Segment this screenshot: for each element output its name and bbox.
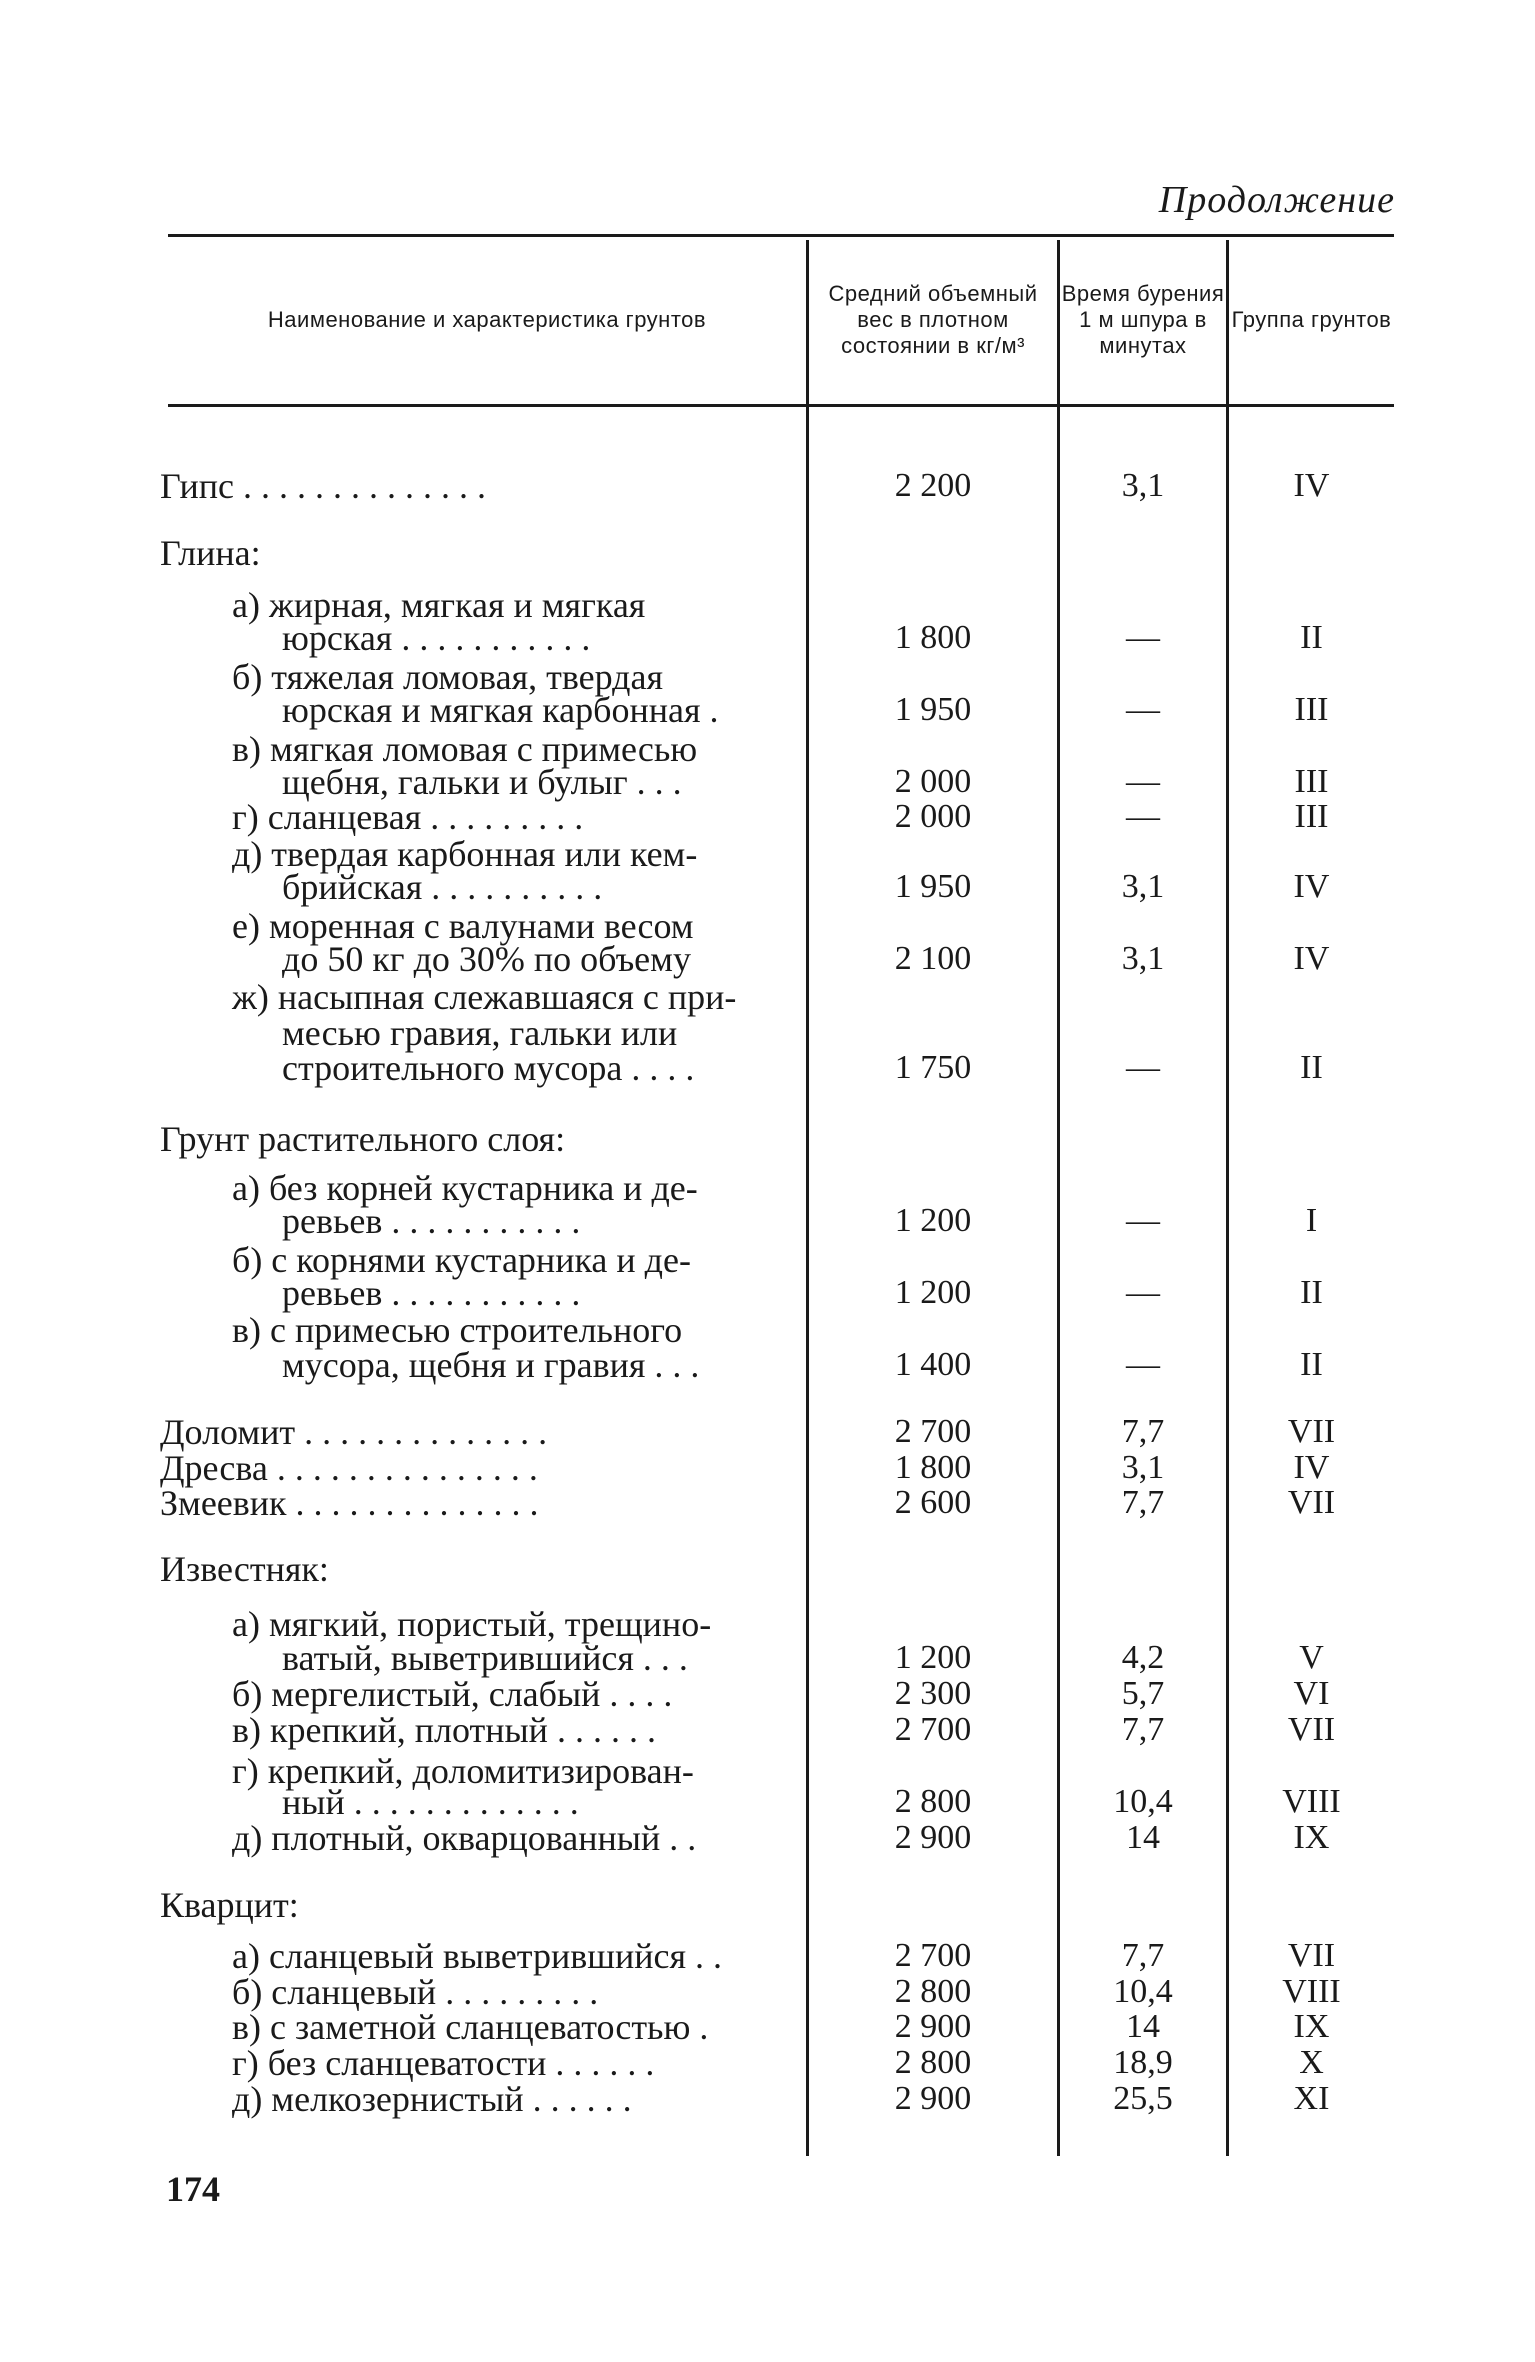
table-row <box>0 731 1535 767</box>
soil-group: X <box>1299 2044 1324 2081</box>
soil-name: в) крепкий, плотный . . . . . . <box>232 1710 656 1750</box>
drill-time: 25,5 <box>1113 2080 1173 2117</box>
bulk-weight: 2 800 <box>894 1973 972 2010</box>
drill-time: 10,4 <box>1113 1783 1173 1820</box>
soil-group: VI <box>1293 1675 1330 1712</box>
soil-name: д) твердая карбонная или кем- <box>232 834 698 874</box>
drill-time: 14 <box>1126 2008 1160 2045</box>
bulk-weight: 1 950 <box>894 691 972 728</box>
soil-name: ревьев . . . . . . . . . . . <box>282 1201 581 1241</box>
bulk-weight: 2 900 <box>894 2080 972 2117</box>
bulk-weight: 2 800 <box>894 2044 972 2081</box>
soil-group: IV <box>1293 940 1330 977</box>
table-row <box>0 1242 1535 1278</box>
soil-group: VII <box>1287 1937 1336 1974</box>
drill-time: — <box>1126 763 1160 800</box>
bulk-weight: 2 000 <box>894 798 972 835</box>
soil-group: VIII <box>1282 1783 1341 1820</box>
bulk-weight: 2 300 <box>894 1675 972 1712</box>
bulk-weight: 2 100 <box>894 940 972 977</box>
table-row <box>0 1347 1535 1383</box>
bulk-weight: 2 700 <box>894 1711 972 1748</box>
table-row <box>0 941 1535 977</box>
soil-name: ватый, выветрившийся . . . <box>282 1638 688 1678</box>
drill-time: 3,1 <box>1121 940 1165 977</box>
soil-name: г) крепкий, доломитизирован- <box>232 1751 694 1791</box>
soil-group: VII <box>1287 1413 1336 1450</box>
soil-group: VII <box>1287 1484 1336 1521</box>
soil-name: Кварцит: <box>160 1885 299 1925</box>
table-row <box>0 468 1535 504</box>
bulk-weight: 2 700 <box>894 1413 972 1450</box>
soil-name: юрская . . . . . . . . . . . <box>282 618 591 658</box>
table-row <box>0 2009 1535 2045</box>
soil-name: ревьев . . . . . . . . . . . <box>282 1273 581 1313</box>
soil-group: IX <box>1293 2008 1330 2045</box>
continuation-label: Продолжение <box>1158 179 1395 221</box>
header-group: Группа грунтов <box>1231 307 1392 332</box>
soil-name: месью гравия, гальки или <box>282 1013 678 1053</box>
table-row <box>0 1712 1535 1748</box>
drill-time: 14 <box>1126 1819 1160 1856</box>
soil-name: Доломит . . . . . . . . . . . . . . <box>160 1412 548 1452</box>
drill-time: — <box>1126 798 1160 835</box>
header-time: Время бурения 1 м шпура в минутах <box>1061 281 1225 358</box>
soil-name: б) сланцевый . . . . . . . . . <box>232 1972 599 2012</box>
soil-name: б) мергелистый, слабый . . . . <box>232 1674 673 1714</box>
soil-name: ж) насыпная слежавшаяся с при- <box>232 977 737 1017</box>
drill-time: — <box>1126 1049 1160 1086</box>
table-row <box>0 836 1535 872</box>
soil-name: а) жирная, мягкая и мягкая <box>232 585 646 625</box>
table-row <box>0 1015 1535 1051</box>
table-row <box>0 659 1535 695</box>
table-row <box>0 1676 1535 1712</box>
soil-group: VII <box>1287 1711 1336 1748</box>
soil-group: VIII <box>1282 1973 1341 2010</box>
table-header-rule <box>168 404 1394 407</box>
soil-name: б) с корнями кустарника и де- <box>232 1240 691 1280</box>
table-row <box>0 1121 1535 1157</box>
drill-time: — <box>1126 1202 1160 1239</box>
table-row <box>0 1938 1535 1974</box>
bulk-weight: 2 700 <box>894 1937 972 1974</box>
bulk-weight: 2 900 <box>894 2008 972 2045</box>
soil-name: в) с примесью строительного <box>232 1310 683 1350</box>
soil-name: д) плотный, окварцованный . . <box>232 1818 697 1858</box>
soil-group: XI <box>1293 2080 1330 2117</box>
table-row <box>0 1551 1535 1587</box>
drill-time: 3,1 <box>1121 1449 1165 1486</box>
header-name: Наименование и характеристика грунтов <box>267 307 707 332</box>
soil-name: а) без корней кустарника и де- <box>232 1168 698 1208</box>
soil-name: а) сланцевый выветрившийся . . <box>232 1936 723 1976</box>
soil-name: юрская и мягкая карбонная . <box>282 690 719 730</box>
bulk-weight: 1 800 <box>894 619 972 656</box>
soil-name: а) мягкий, пористый, трещино- <box>232 1604 712 1644</box>
table-row <box>0 1170 1535 1206</box>
soil-group: IV <box>1293 868 1330 905</box>
bulk-weight: 2 600 <box>894 1484 972 1521</box>
soil-name: щебня, гальки и булыг . . . <box>282 762 682 802</box>
drill-time: 7,7 <box>1121 1937 1165 1974</box>
bulk-weight: 2 900 <box>894 1819 972 1856</box>
soil-name: г) без сланцеватости . . . . . . <box>232 2043 655 2083</box>
soil-group: III <box>1294 691 1329 728</box>
soil-name: б) тяжелая ломовая, твердая <box>232 657 663 697</box>
bulk-weight: 1 200 <box>894 1202 972 1239</box>
soil-name: Дресва . . . . . . . . . . . . . . . <box>160 1448 538 1488</box>
bulk-weight: 1 750 <box>894 1049 972 1086</box>
soil-group: II <box>1300 1274 1323 1311</box>
soil-group: III <box>1294 763 1329 800</box>
header-weight: Средний объемный вес в плотном состоянии в кг/м³ <box>828 281 1038 358</box>
drill-time: 7,7 <box>1121 1413 1165 1450</box>
table-row <box>0 535 1535 571</box>
drill-time: 4,2 <box>1121 1639 1165 1676</box>
table-row <box>0 692 1535 728</box>
soil-name: в) с заметной сланцеватостью . <box>232 2007 709 2047</box>
table-row <box>0 1485 1535 1521</box>
soil-group: II <box>1300 619 1323 656</box>
table-row <box>0 1820 1535 1856</box>
soil-name: Змеевик . . . . . . . . . . . . . . <box>160 1483 539 1523</box>
drill-time: — <box>1126 619 1160 656</box>
soil-name: брийская . . . . . . . . . . <box>282 867 603 907</box>
bulk-weight: 1 200 <box>894 1639 972 1676</box>
table-row <box>0 908 1535 944</box>
table-row <box>0 620 1535 656</box>
soil-group: IV <box>1293 467 1330 504</box>
table-row <box>0 587 1535 623</box>
table-row <box>0 1203 1535 1239</box>
drill-time: 5,7 <box>1121 1675 1165 1712</box>
table-row <box>0 2081 1535 2117</box>
soil-group: II <box>1300 1049 1323 1086</box>
soil-name: Гипс . . . . . . . . . . . . . . <box>160 466 486 506</box>
table-row <box>0 1784 1535 1820</box>
table-row <box>0 1414 1535 1450</box>
drill-time: — <box>1126 1274 1160 1311</box>
table-row <box>0 2045 1535 2081</box>
soil-name: г) сланцевая . . . . . . . . . <box>232 797 584 837</box>
soil-group: II <box>1300 1346 1323 1383</box>
bulk-weight: 2 000 <box>894 763 972 800</box>
soil-name: д) мелкозернистый . . . . . . <box>232 2079 632 2119</box>
table-row <box>0 799 1535 835</box>
drill-time: 10,4 <box>1113 1973 1173 2010</box>
soil-name: Глина: <box>160 533 261 573</box>
bulk-weight: 2 200 <box>894 467 972 504</box>
table-row <box>0 1312 1535 1348</box>
table-row <box>0 1974 1535 2010</box>
drill-time: — <box>1126 691 1160 728</box>
drill-time: 7,7 <box>1121 1711 1165 1748</box>
bulk-weight: 2 800 <box>894 1783 972 1820</box>
soil-name: в) мягкая ломовая с примесью <box>232 729 698 769</box>
bulk-weight: 1 950 <box>894 868 972 905</box>
table-row <box>0 1050 1535 1086</box>
soil-group: III <box>1294 798 1329 835</box>
table-row <box>0 1275 1535 1311</box>
drill-time: 3,1 <box>1121 467 1165 504</box>
bulk-weight: 1 400 <box>894 1346 972 1383</box>
drill-time: 7,7 <box>1121 1484 1165 1521</box>
bulk-weight: 1 200 <box>894 1274 972 1311</box>
table-row <box>0 869 1535 905</box>
drill-time: 18,9 <box>1113 2044 1173 2081</box>
bulk-weight: 1 800 <box>894 1449 972 1486</box>
soil-name: до 50 кг до 30% по объему <box>282 939 691 979</box>
soil-name: е) моренная с валунами весом <box>232 906 694 946</box>
table-row <box>0 1606 1535 1642</box>
table-row <box>0 764 1535 800</box>
soil-name: ный . . . . . . . . . . . . . <box>282 1782 579 1822</box>
soil-group: IX <box>1293 1819 1330 1856</box>
soil-name: строительного мусора . . . . <box>282 1048 695 1088</box>
soil-name: мусора, щебня и гравия . . . <box>282 1345 700 1385</box>
table-row <box>0 1450 1535 1486</box>
table-row <box>0 979 1535 1015</box>
table-row <box>0 1887 1535 1923</box>
page-number: 174 <box>166 2169 220 2209</box>
table-row <box>0 1640 1535 1676</box>
soil-group: IV <box>1293 1449 1330 1486</box>
drill-time: — <box>1126 1346 1160 1383</box>
soil-group: I <box>1305 1202 1318 1239</box>
soil-name: Грунт растительного слоя: <box>160 1119 566 1159</box>
drill-time: 3,1 <box>1121 868 1165 905</box>
soil-name: Известняк: <box>160 1549 329 1589</box>
soil-group: V <box>1299 1639 1324 1676</box>
